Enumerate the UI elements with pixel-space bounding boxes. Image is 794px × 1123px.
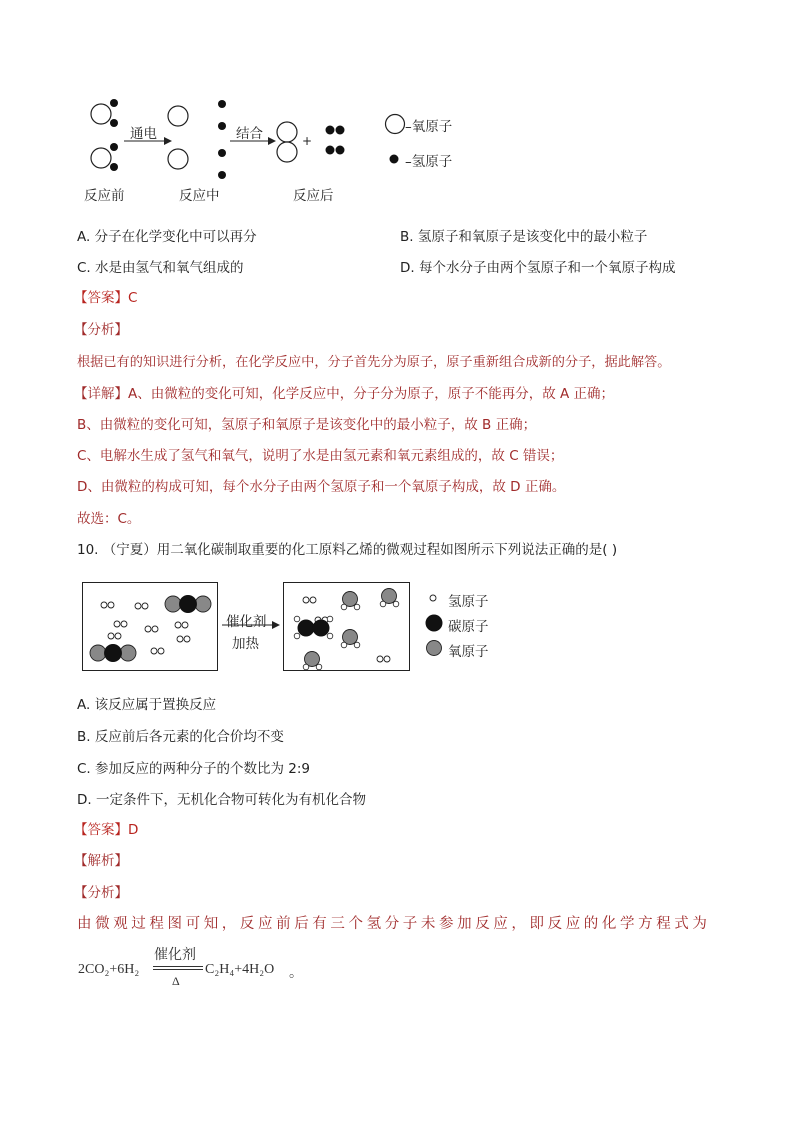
- water-molecule: [380, 589, 399, 607]
- hydrogen-molecule: [377, 656, 390, 662]
- stage-before-label: 反应前: [84, 188, 125, 204]
- hydrogen-molecule: [177, 636, 190, 642]
- q9-analysis-text: 根据已有的知识进行分析，在化学反应中，分子首先分为原子，原子重新组合成新的分子，据此解答。: [77, 355, 671, 370]
- legend-oxygen-symbol: [427, 641, 442, 656]
- q9-option-d: D. 每个水分子由两个氢原子和一个氧原子构成: [400, 260, 676, 276]
- q9-detail-line: C、电解水生成了氢气和氧气，说明了水是由氢元素和氧元素组成的，故 C 错误；: [77, 448, 564, 464]
- hydrogen-atom: [218, 171, 226, 179]
- carbon-dioxide-molecule: [165, 596, 211, 613]
- hydrogen-molecule: [326, 126, 345, 135]
- water-molecule-bottom: [91, 143, 118, 171]
- hydrogen-molecule: [175, 622, 188, 628]
- stage-during-label: 反应中: [179, 188, 220, 204]
- legend-oxygen-label: 氧原子: [448, 644, 489, 660]
- hydrogen-molecule: [114, 621, 127, 627]
- q9-option-b: B. 氢原子和氧原子是该变化中的最小粒子: [400, 229, 648, 245]
- oxygen-atom: [168, 106, 188, 126]
- legend-carbon-label: 碳原子: [448, 619, 489, 635]
- hydrogen-molecule: [108, 633, 121, 639]
- q9-analysis-title: 【分析】: [74, 322, 128, 338]
- q9-option-c: C. 水是由氢气和氧气组成的: [77, 260, 244, 276]
- q9-detail-line: B、由微粒的变化可知，氢原子和氧原子是该变化中的最小粒子，故 B 正确；: [77, 417, 537, 433]
- q9-answer: 【答案】C: [74, 290, 138, 306]
- q10-jiexi-title: 【解析】: [74, 853, 128, 869]
- arrow-label-heat: 加热: [232, 636, 259, 652]
- legend-oxygen-symbol: [386, 115, 405, 134]
- q9-detail-line: D、由微粒的构成可知，每个水分子由两个氢原子和一个氧原子构成，故 D 正确。: [77, 479, 566, 495]
- hydrogen-molecule: [135, 603, 148, 609]
- equation-catalyst-label: 催化剂: [154, 947, 196, 963]
- hydrogen-atom: [218, 122, 226, 130]
- hydrogen-molecule: [145, 626, 158, 632]
- legend-hydrogen-symbol: [430, 595, 436, 601]
- q10-option-a: A. 该反应属于置换反应: [77, 697, 217, 713]
- q10-option-b: B. 反应前后各元素的化合价均不变: [77, 729, 284, 745]
- arrow-label-electrify: 通电: [130, 126, 157, 142]
- arrow-label-catalyst: 催化剂: [226, 614, 267, 630]
- legend-carbon-symbol: [426, 615, 443, 632]
- water-molecule: [303, 652, 322, 670]
- plus-sign: +: [302, 134, 313, 148]
- equation-condition: Δ: [172, 974, 180, 988]
- equation-arrow-line-1: [153, 966, 203, 967]
- q10-stem: 10. （宁夏）用二氧化碳制取重要的化工原料乙烯的微观过程如图所示下列说法正确的是( ): [77, 542, 618, 558]
- q9-option-a: A. 分子在化学变化中可以再分: [77, 229, 257, 245]
- equation-reactants: 2CO₂+6H₂: [78, 962, 140, 977]
- hydrogen-molecule: [303, 597, 316, 603]
- water-molecule-top: [91, 99, 118, 127]
- water-molecule: [341, 630, 360, 648]
- q10-analysis-title: 【分析】: [74, 885, 128, 901]
- oxygen-atom: [168, 149, 188, 169]
- ethylene-molecule: [294, 616, 333, 639]
- hydrogen-atom: [218, 149, 226, 157]
- hydrogen-molecule: [326, 146, 345, 155]
- hydrogen-molecule: [151, 648, 164, 654]
- legend-hydrogen-label: 氢原子: [448, 594, 489, 610]
- equation-end-mark: 。: [289, 966, 303, 981]
- water-molecule: [341, 592, 360, 610]
- q9-detail-line: 【详解】A、由微粒的变化可知，化学反应中，分子分为原子，原子不能再分，故 A 正确；: [74, 386, 615, 402]
- carbon-dioxide-molecule: [90, 645, 136, 662]
- arrow-label-combine: 结合: [236, 126, 263, 142]
- legend-oxygen-label: –氧原子: [405, 119, 453, 135]
- q9-conclusion: 故选：C。: [77, 511, 141, 527]
- q10-analysis-text: 由微观过程图可知，反应前后有三个氢分子未参加反应，即反应的化学方程式为: [77, 916, 711, 932]
- equation-arrow-line-2: [153, 969, 203, 970]
- hydrogen-atom: [218, 100, 226, 108]
- co2-to-ethylene-diagram: [80, 580, 500, 675]
- stage-after-label: 反应后: [293, 188, 334, 204]
- q10-option-d: D. 一定条件下，无机化合物可转化为有机化合物: [77, 792, 366, 808]
- q10-answer: 【答案】D: [74, 822, 139, 838]
- hydrogen-molecule: [101, 602, 114, 608]
- q10-option-c: C. 参加反应的两种分子的个数比为 2:9: [77, 761, 311, 777]
- legend-hydrogen-symbol: [390, 155, 399, 164]
- equation-products: C₂H₄+4H₂O: [205, 962, 275, 977]
- legend-hydrogen-label: –氢原子: [405, 154, 453, 170]
- oxygen-molecule: [277, 122, 297, 162]
